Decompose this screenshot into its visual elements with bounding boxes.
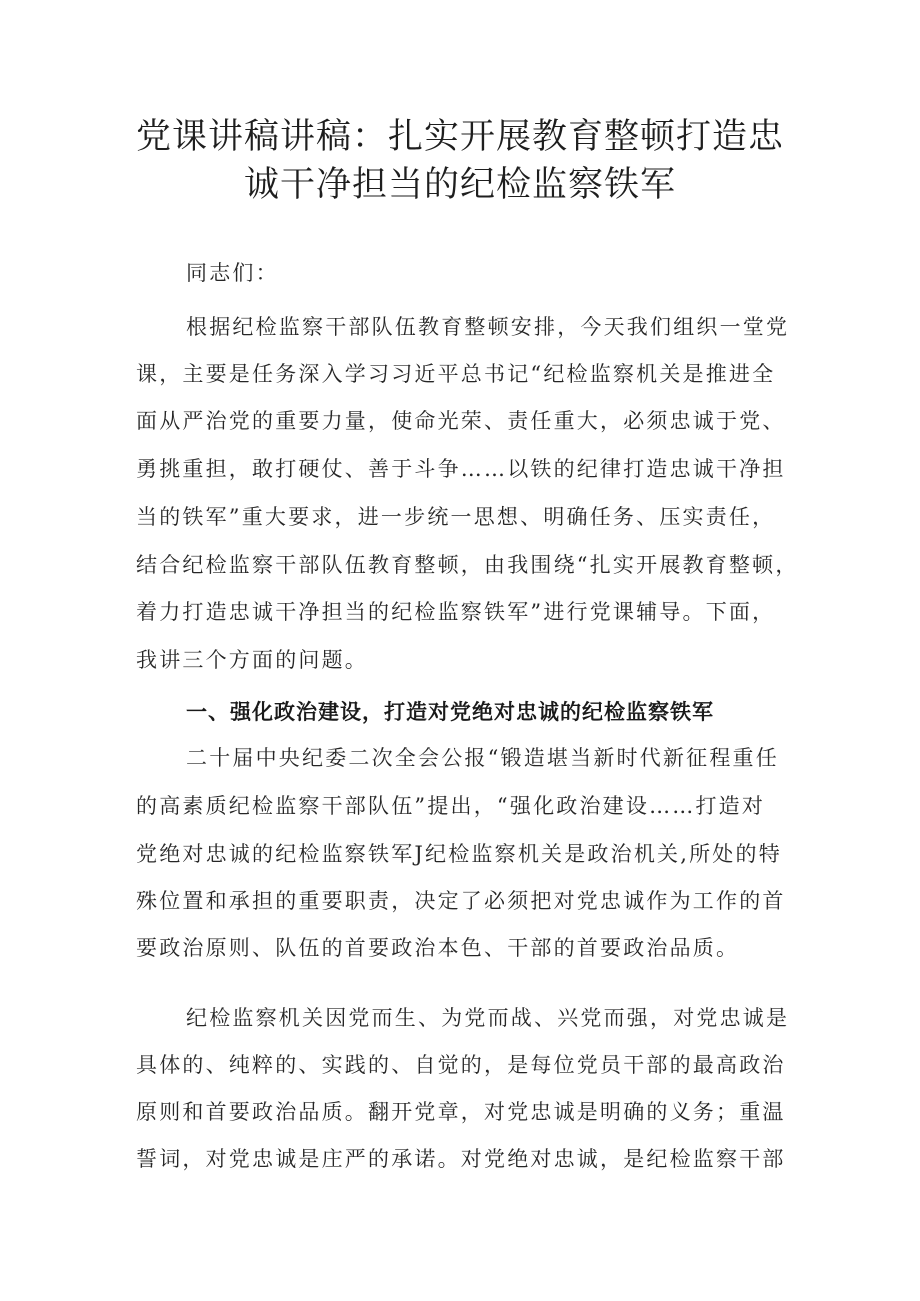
intro-line: 面从严治党的重要力量，使命光荣、责任重大，必须忠诚于党、	[136, 409, 786, 433]
paragraph-line: 二十届中央纪委二次全会公报“锻造堪当新时代新征程重任	[186, 746, 779, 770]
paragraph-line: 誓词，对党忠诚是庄严的承诺。对党绝对忠诚，是纪检监察干部	[136, 1147, 786, 1171]
intro-line: 课，主要是任务深入学习习近平总书记“纪检监察机关是推进全	[136, 362, 776, 386]
intro-line: 勇挑重担，敢打硬仗、善于斗争……以铁的纪律打造忠诚干净担	[136, 457, 786, 481]
intro-line: 我讲三个方面的问题。	[136, 648, 368, 672]
document-title-line-2: 诚干净担当的纪检监察铁军	[243, 165, 676, 205]
paragraph-line: 的高素质纪检监察干部队伍”提出，“强化政治建设……打造对	[136, 794, 766, 818]
intro-line: 根据纪检监察干部队伍教育整顿安排，今天我们组织一堂党	[186, 315, 790, 339]
paragraph-line: 殊位置和承担的重要职责，决定了必须把对党忠诚作为工作的首	[136, 889, 786, 913]
paragraph-line: 要政治原则、队伍的首要政治本色、干部的首要政治品质。	[136, 936, 740, 960]
salutation: 同志们：	[186, 261, 279, 285]
paragraph-line: 原则和首要政治品质。翻开党章，对党忠诚是明确的义务；重温	[136, 1100, 786, 1124]
document-title-line-1: 党课讲稿讲稿：扎实开展教育整顿打造忠	[135, 117, 784, 157]
paragraph-line: 党绝对忠诚的纪检监察铁军J纪检监察机关是政治机关,所处的特	[136, 842, 782, 866]
intro-line: 着力打造忠诚干净担当的纪检监察铁军”进行党课辅导。下面，	[136, 600, 776, 624]
intro-line: 当的铁军”重大要求，进一步统一思想、明确任务、压实责任，	[136, 505, 776, 529]
section-heading: 一、强化政治建设，打造对党绝对忠诚的纪检监察铁军	[186, 700, 714, 724]
paragraph-line: 具体的、纯粹的、实践的、自觉的，是每位党员干部的最高政治	[136, 1053, 786, 1077]
intro-line: 结合纪检监察干部队伍教育整顿，由我围绕“扎实开展教育整顿，	[136, 553, 799, 577]
paragraph-line: 纪检监察机关因党而生、为党而战、兴党而强，对党忠诚是	[186, 1006, 790, 1030]
